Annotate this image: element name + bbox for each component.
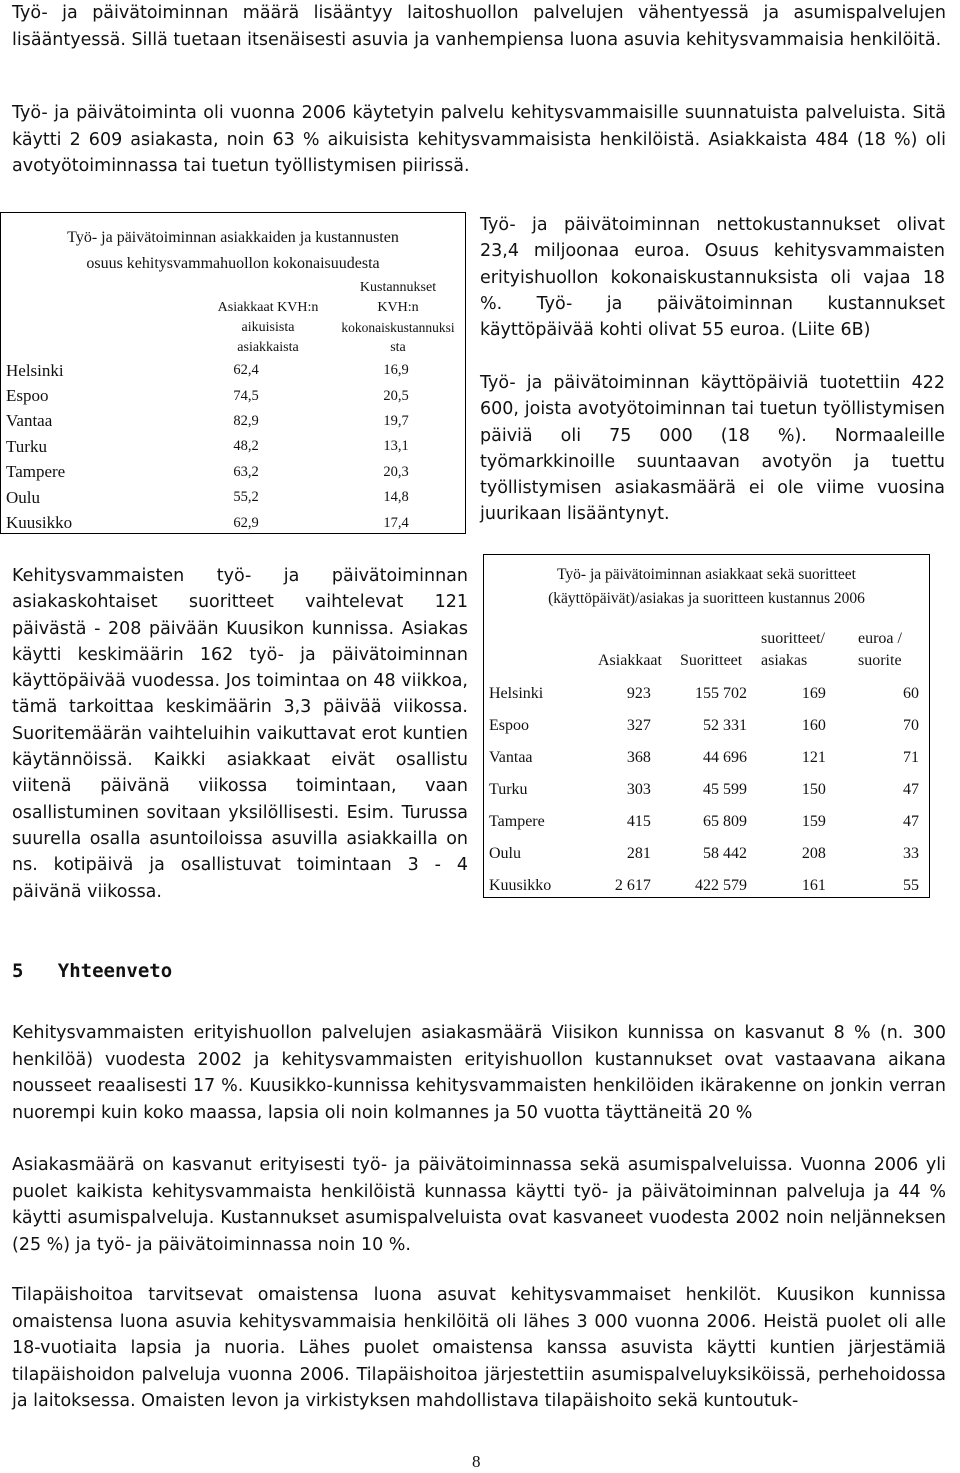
table2-cell-per-asiakas: 150 xyxy=(801,781,826,798)
table2-cell-suoritteet: 422 579 xyxy=(694,877,747,894)
table1-col1-header-line: Asiakkaat KVH:n xyxy=(217,300,319,315)
table2-cell-city: Kuusikko xyxy=(489,877,552,894)
table1-col1-header-line: aikuisista xyxy=(241,320,295,335)
table2-cell-asiakkaat: 415 xyxy=(626,813,651,830)
table1-cell-asiakkaat: 74,5 xyxy=(233,387,259,404)
table-row xyxy=(489,870,919,902)
table2-cell-per-asiakas: 161 xyxy=(801,877,826,894)
right-paragraph-2: Työ- ja päivätoiminnan käyttöpäiviä tuotettiin 422 600, joista avotyötoiminnan tai tuetun työllistymisen päiviä oli 75 000 (18 %). Normaaleille työmarkkinoille suuntaavan avotyön ja tuettu työllistymisen asiakasmäärä ei ole viime vuosina juurikaan lisääntynyt. xyxy=(480,373,945,525)
table2-cell-city: Turku xyxy=(489,781,528,798)
table2-cell-euroa: 55 xyxy=(903,877,919,894)
table2-cell-asiakkaat: 303 xyxy=(626,781,651,798)
table1-col2-header-line: Kustannukset xyxy=(359,280,437,295)
table1-cell-asiakkaat: 62,4 xyxy=(233,362,259,379)
table1-cell-kustannukset: 17,4 xyxy=(383,514,409,531)
table1-col2-header xyxy=(330,278,466,358)
table2-cell-per-asiakas: 121 xyxy=(801,749,826,766)
table2-cell-suoritteet: 65 809 xyxy=(702,813,747,830)
table2-header-euroa-line: euroa / xyxy=(858,630,902,647)
table2-header-asiakkaat: Asiakkaat xyxy=(598,652,662,669)
table1-col1-header-line: asiakkaista xyxy=(237,340,299,355)
table-row xyxy=(489,742,919,774)
table1-cell-asiakkaat: 63,2 xyxy=(233,463,259,480)
table1-cell-asiakkaat: 82,9 xyxy=(233,412,259,429)
section-heading: 5 Yhteenveto xyxy=(12,960,173,982)
table-row xyxy=(489,806,919,838)
table1-col2-header-line: KVH:n xyxy=(377,300,419,315)
table-row xyxy=(6,383,456,408)
table-row xyxy=(489,774,919,806)
table-row xyxy=(6,460,456,485)
intro-paragraph-1: Työ- ja päivätoiminnan määrä lisääntyy laitoshuollon palvelujen vähentyessä ja asumispalvelujen lisääntyessä. Sillä tuetaan itsenäisesti asuvia ja vanhempiensa luona asuvia kehitysvammaisia henkilöitä. xyxy=(12,3,946,50)
table2-cell-suoritteet: 58 442 xyxy=(702,845,747,862)
table2-title-line2: (käyttöpäivät)/asiakas ja suoritteen kustannus 2006 xyxy=(548,590,865,607)
right-paragraph-1: Työ- ja päivätoiminnan nettokustannukset olivat 23,4 miljoonaa euroa. Osuus kehitysvammaisten erityishuollon kokonaiskustannuksista oli vajaa 18 %. Työ- ja päivätoiminnan kustannukset käyttöpäivää kohti olivat 55 euroa. (Liite 6B) xyxy=(480,215,945,341)
table2-cell-per-asiakas: 159 xyxy=(801,813,826,830)
table2-cell-per-asiakas: 160 xyxy=(801,717,826,734)
table1-title-line1: Työ- ja päivätoiminnan asiakkaiden ja kustannusten xyxy=(67,229,399,246)
table1-cell-city: Turku xyxy=(6,436,47,456)
table-row xyxy=(6,485,456,510)
table1-col1-header xyxy=(208,298,328,358)
table1-cell-asiakkaat: 55,2 xyxy=(233,489,259,506)
left-paragraph-1: Kehitysvammaisten työ- ja päivätoiminnan asiakaskohtaiset suoritteet vaihtelevat 121 päivästä - 208 päivään Kuusikon kunnissa. Asiakas käytti keskimäärin 162 työ- ja päivätoiminnan käyttöpäivää vuodessa. Jos toimintaa on 48 viikkoa, tämä tarkoittaa keskimäärin 3,3 päivää viikossa. Suoritemäärän vaihteluihin vaikuttavat erot kuntien käytännöissä. Kaikki asiakkaat eivät osallistu viitenä päivänä viikossa toimintaan, vaan osallistuminen sovitaan yksilöllisesti. Esim. Turussa suurella osalla asuntoiloissa asuvilla asiakkailla on ns. kotipäivä ja osallistuvat toimintaan 3 - 4 päivänä viikossa. xyxy=(12,566,468,902)
table2-title-line1: Työ- ja päivätoiminnan asiakkaat sekä suoritteet xyxy=(557,566,856,583)
section5-paragraph-1: Kehitysvammaisten erityishuollon palvelujen asiakasmäärä Viisikon kunnissa on kasvanut 8 % (n. 300 henkilöä) vuodesta 2002 ja kehitysvammaisten erityishuollon kustannukset ovat vastaavana aikana nousseet reaalisesti 17 %. Kuusikko-kunnissa kehitysvammaisten henkilöiden ikärakenne on jonkin verran nuorempi kuin koko maassa, lapsia oli noin kolmannes ja 50 vuotta täyttäneitä 20 % xyxy=(12,1023,946,1123)
table2-cell-suoritteet: 45 599 xyxy=(702,781,747,798)
table2-cell-city: Espoo xyxy=(489,717,529,734)
table-row xyxy=(6,358,456,383)
table2-cell-asiakkaat: 327 xyxy=(626,717,651,734)
page-number: 8 xyxy=(472,1452,481,1471)
table1-cell-city: Vantaa xyxy=(6,411,53,431)
section5-paragraph-2: Asiakasmäärä on kasvanut erityisesti työ- ja päivätoiminnassa sekä asumispalveluissa. Vuonna 2006 yli puolet kaikista kehitysvammaista henkilöistä kunnassa käytti työ- ja päivätoiminnan palveluja ja 44 % käytti asumispalveluja. Kustannukset asumispalveluista ovat kasvaneet vuodesta 2002 noin neljänneksen (25 %) ja työ- ja päivätoiminnassa noin 10 %. xyxy=(12,1155,946,1255)
table1-cell-kustannukset: 14,8 xyxy=(383,489,409,506)
table2-cell-asiakkaat: 923 xyxy=(626,685,651,702)
table2-cell-suoritteet: 44 696 xyxy=(702,749,747,766)
table-row xyxy=(6,409,456,434)
table2-cell-city: Vantaa xyxy=(489,749,533,766)
table2-cell-euroa: 70 xyxy=(903,717,919,734)
table1-cell-city: Helsinki xyxy=(6,360,64,380)
table1-cell-city: Espoo xyxy=(6,386,49,406)
table2-cell-asiakkaat: 2 617 xyxy=(614,877,651,894)
table2-cell-suoritteet: 52 331 xyxy=(702,717,747,734)
table2-header-per-asiakas-line: suoritteet/ xyxy=(761,630,825,647)
table2-header-euroa-line: suorite xyxy=(858,652,902,669)
table1-cell-kustannukset: 19,7 xyxy=(383,412,409,429)
table1 xyxy=(6,358,456,536)
table-row xyxy=(489,678,919,710)
table1-cell-kustannukset: 20,3 xyxy=(383,463,409,480)
table2-header-euroa xyxy=(858,628,902,672)
table2-cell-euroa: 60 xyxy=(903,685,919,702)
table1-col2-header-line: sta xyxy=(390,340,406,355)
table1-cell-kustannukset: 13,1 xyxy=(383,438,409,455)
table1-cell-asiakkaat: 48,2 xyxy=(233,438,259,455)
table2-cell-per-asiakas: 169 xyxy=(801,685,826,702)
table2-cell-city: Oulu xyxy=(489,845,521,862)
section5-paragraph-3: Tilapäishoitoa tarvitsevat omaistensa luona asuvat kehitysvammaiset henkilöt. Kuusikon kunnissa omaistensa luona asuvia kehitysvammaisia henkilöitä oli lähes 3 000 vuonna 2006. Heistä puolet oli alle 18-vuotiaita lapsia ja nuoria. Lähes puolet omaistensa kanssa asuvista käytti kuntien järjestämiä tilapäishoidon palveluja vuonna 2006. Tilapäishoitoa järjestettiin asumispalveluyksiköissä, perhehoidossa ja laitoksessa. Omaisten levon ja virkistyksen mahdollistava tilapäishoito sekä kuntoutuk- xyxy=(12,1285,946,1411)
table1-cell-city: Kuusikko xyxy=(6,513,73,533)
table2-header-per-asiakas xyxy=(761,628,825,672)
table2-cell-euroa: 71 xyxy=(903,749,919,766)
table-row xyxy=(6,510,456,535)
table2-cell-per-asiakas: 208 xyxy=(801,845,826,862)
table1-cell-asiakkaat: 62,9 xyxy=(233,514,259,531)
table2-cell-euroa: 33 xyxy=(903,845,919,862)
table2-header-suoritteet: Suoritteet xyxy=(680,652,743,669)
table1-title-line2: osuus kehitysvammahuollon kokonaisuudesta xyxy=(86,255,380,272)
table2-cell-asiakkaat: 281 xyxy=(626,845,651,862)
table2-cell-asiakkaat: 368 xyxy=(626,749,651,766)
table-row xyxy=(489,710,919,742)
table1-cell-city: Oulu xyxy=(6,487,40,507)
table-row xyxy=(489,838,919,870)
table2-cell-euroa: 47 xyxy=(903,781,919,798)
table-row xyxy=(6,434,456,459)
table2-cell-suoritteet: 155 702 xyxy=(694,685,747,702)
intro-paragraph-2: Työ- ja päivätoiminta oli vuonna 2006 käytetyin palvelu kehitysvammaisille suunnatuista palveluista. Sitä käytti 2 609 asiakasta, noin 63 % aikuisista kehitysvammaisista henkilöistä. Asiakkaista 484 (18 %) oli avotyötoiminnassa tai tuetun työllistymisen piirissä. xyxy=(12,103,946,176)
table2-header-per-asiakas-line: asiakas xyxy=(761,652,808,669)
table2-cell-city: Tampere xyxy=(489,813,545,830)
table2-cell-city: Helsinki xyxy=(489,685,544,702)
table1-col2-header-line: kokonaiskustannuksi xyxy=(341,320,455,335)
table2-cell-euroa: 47 xyxy=(903,813,919,830)
table1-cell-kustannukset: 16,9 xyxy=(383,362,409,379)
table2 xyxy=(489,678,919,902)
table1-cell-kustannukset: 20,5 xyxy=(383,387,409,404)
table1-cell-city: Tampere xyxy=(6,462,66,482)
